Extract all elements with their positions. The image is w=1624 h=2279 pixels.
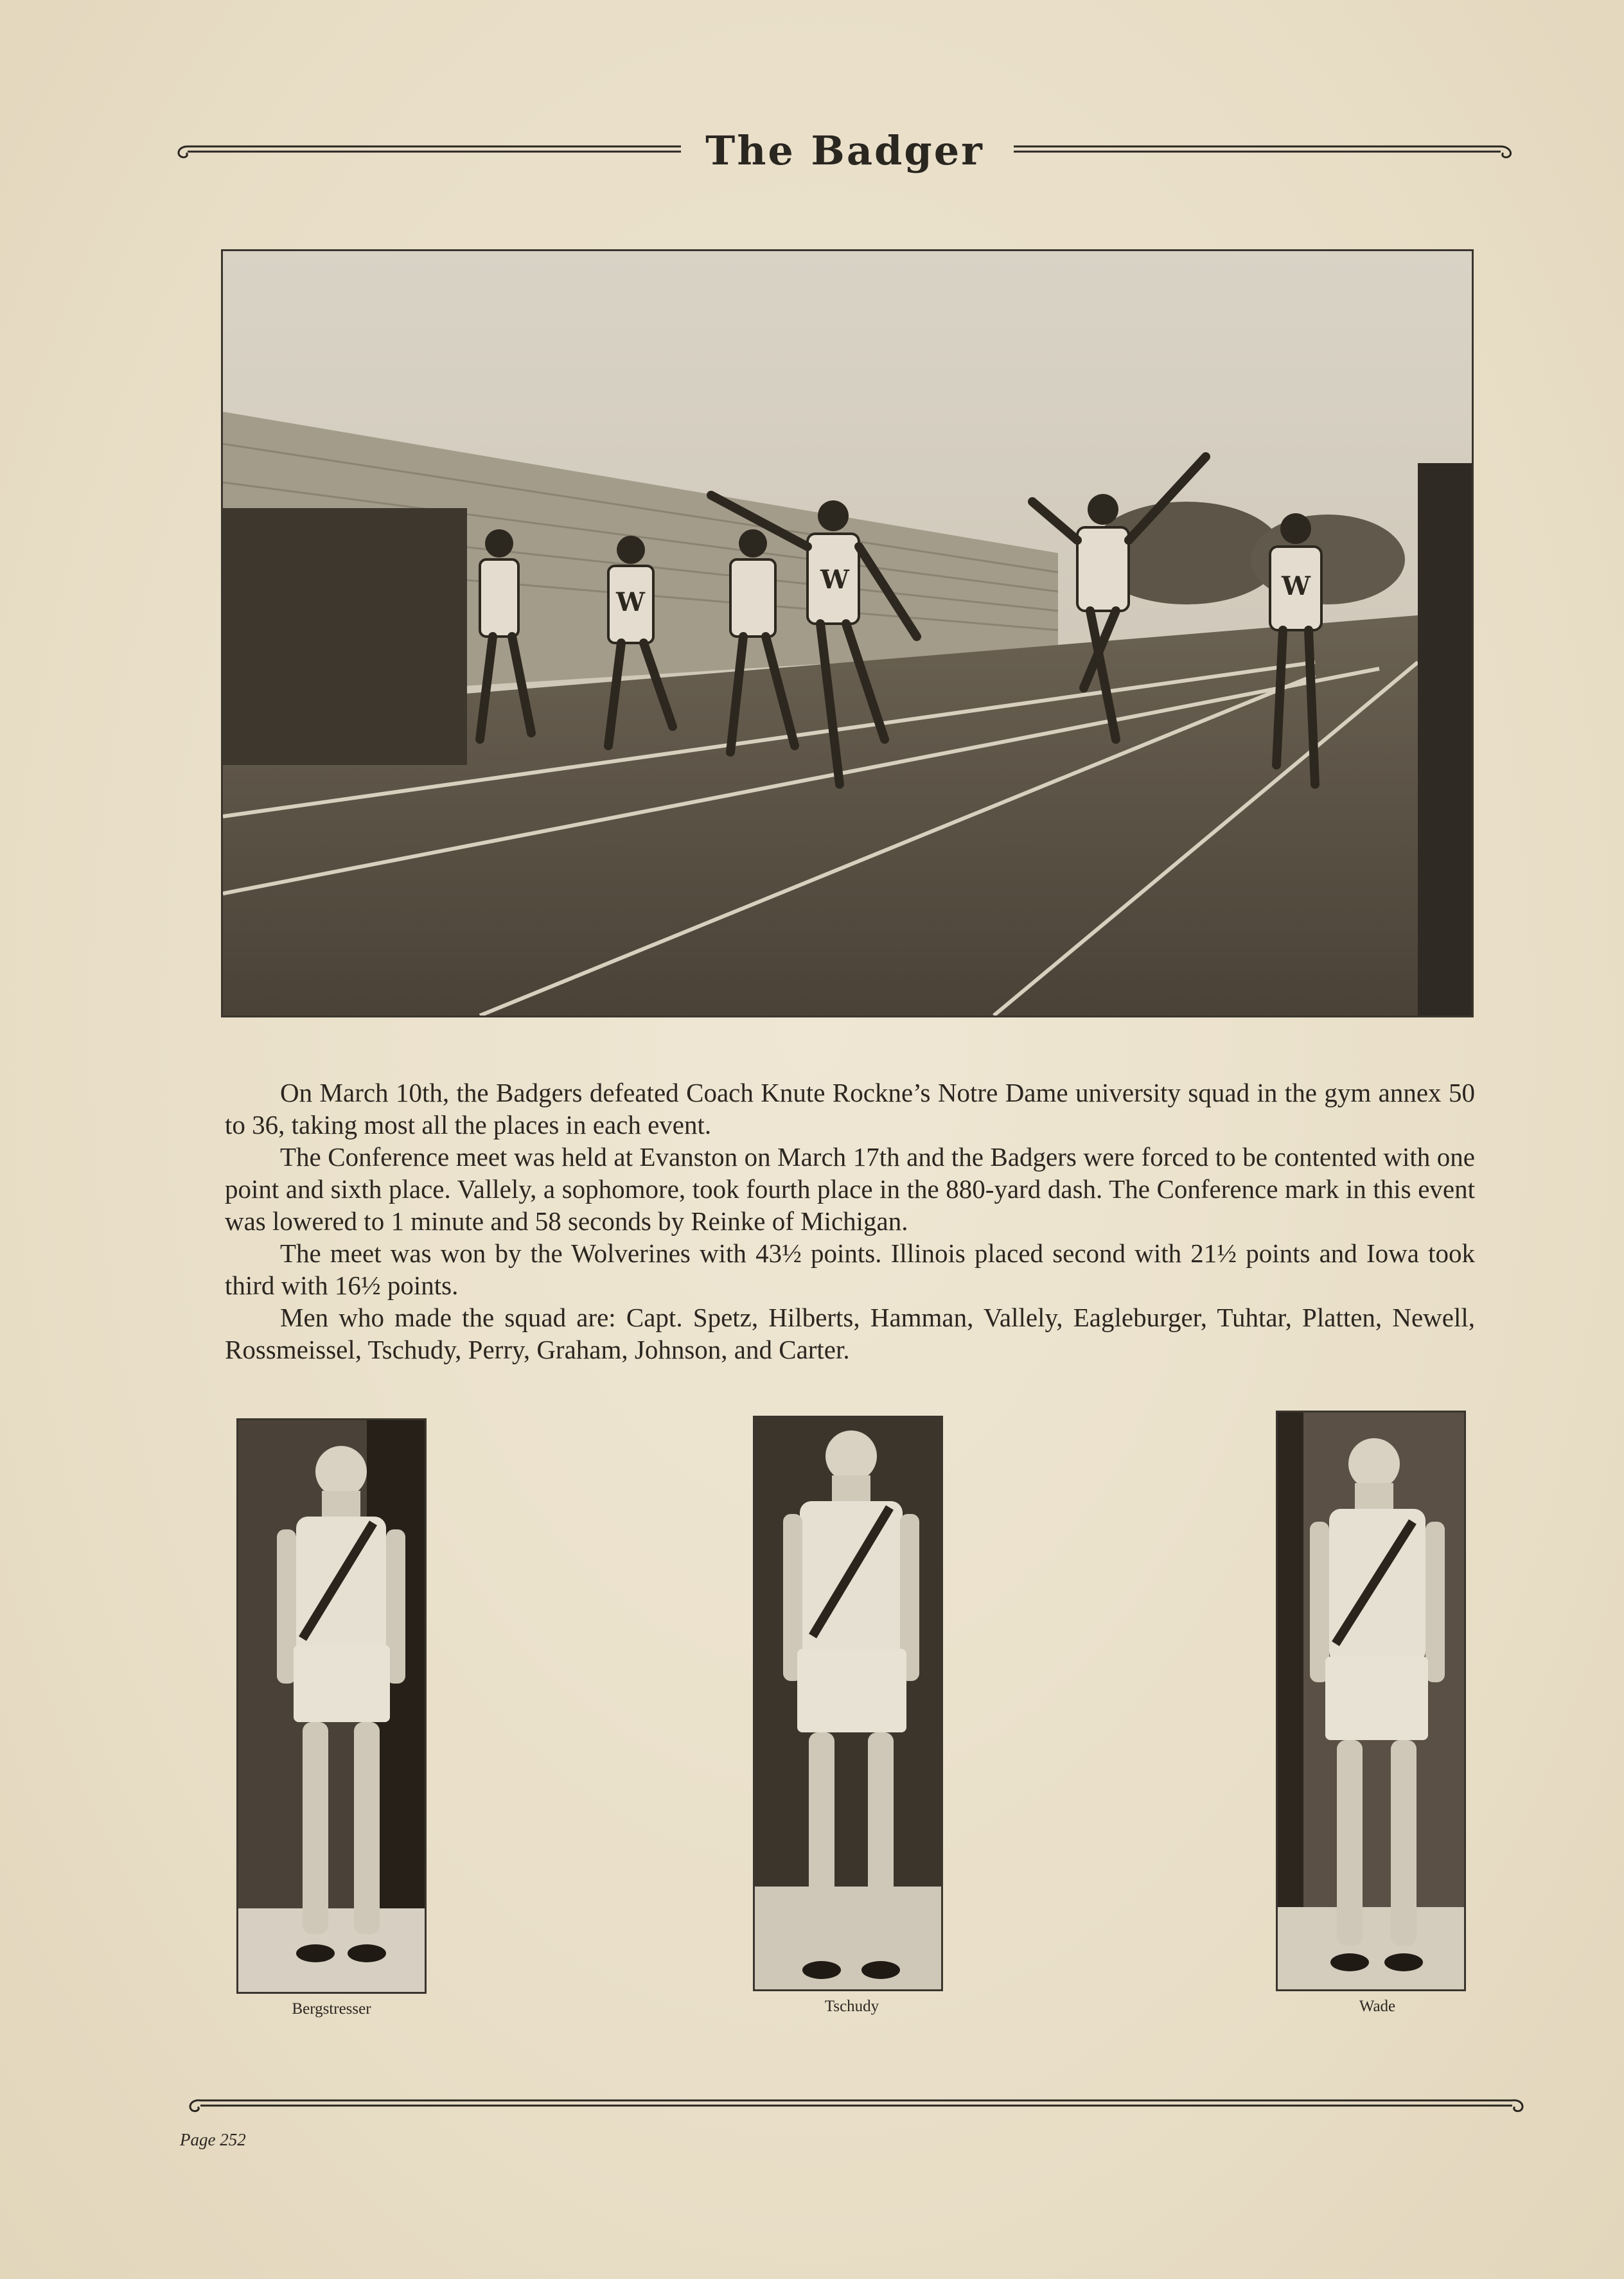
- portrait-caption-2: Tschudy: [824, 1998, 879, 2015]
- portrait-photo-2: [753, 1416, 943, 1991]
- page-number: Page 252: [180, 2130, 246, 2149]
- portrait-caption-3: Wade: [1359, 1998, 1396, 2015]
- portrait-photo-1: [236, 1418, 427, 1994]
- page-title: The Badger: [705, 127, 984, 174]
- footer-ornamental-rule: [185, 2091, 1528, 2115]
- portrait-caption-1: Bergstresser: [292, 2000, 371, 2018]
- track-race-photo: [221, 249, 1474, 1017]
- svg-text:W: W: [616, 587, 645, 617]
- article-text: [225, 1077, 1475, 1366]
- paragraph-meet-results: The meet was won by the Wolverines with 43½ points. Illinois placed second with 21½ points and Iowa took third with 16½ points.: [225, 1238, 1475, 1300]
- paragraph-notre-dame: On March 10th, the Badgers defeated Coach Knute Rockne’s Notre Dame university squad in the gym annex 50 to 36, taking most all the places in each event.: [225, 1078, 1475, 1140]
- paragraph-squad-members: Men who made the squad are: Capt. Spetz, Hilberts, Hamman, Vallely, Eagleburger, Tuhtar, Platten, Newell, Rossmeissel, Tschudy, Perry, Graham, Johnson, and Carter.: [225, 1303, 1475, 1364]
- page-header: [173, 122, 1516, 180]
- svg-text:W: W: [820, 565, 849, 595]
- svg-text:W: W: [1282, 571, 1311, 601]
- portrait-photo-3: [1276, 1411, 1466, 1991]
- paragraph-conference-meet: The Conference meet was held at Evanston on March 17th and the Badgers were forced to be contented with one point and sixth place. Vallely, a sophomore, took fourth place in the 880-yard dash. The Conference mark in this event was lowered to 1 minute and 58 seconds by Reinke of Michigan.: [225, 1142, 1475, 1236]
